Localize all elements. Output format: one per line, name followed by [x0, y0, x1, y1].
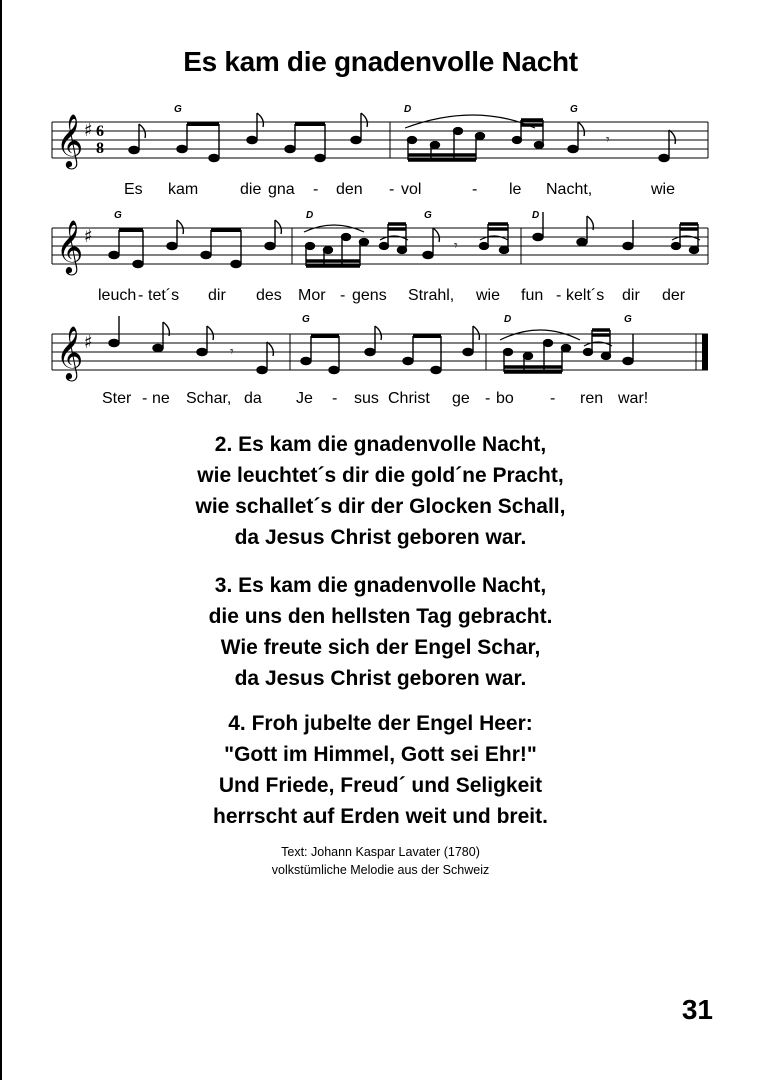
lyric-syllable: Mor [298, 287, 326, 304]
chord-symbol: D [404, 104, 412, 115]
svg-text:𝄾: 𝄾 [454, 237, 458, 253]
verse-line: wie schallet´s dir der Glocken Schall, [195, 495, 566, 518]
notes-system-2 [109, 212, 700, 268]
lyric-syllable: vol [401, 181, 422, 198]
lyric-syllable: - [138, 287, 144, 304]
credits [0, 843, 761, 879]
lyric-syllable: - [340, 287, 346, 304]
verse-line: die uns den hellsten Tag gebracht. [208, 605, 553, 628]
lyric-syllable: Strahl, [408, 287, 455, 304]
lyric-syllable: fun [521, 287, 544, 304]
verse-line: Wie freute sich der Engel Schar, [220, 636, 541, 659]
verse-line: "Gott im Himmel, Gott sei Ehr!" [224, 743, 537, 766]
lyric-syllable: dir [622, 287, 640, 304]
lyric-syllable: tet´s [148, 287, 180, 304]
lyric-syllable: ren [580, 390, 604, 407]
verse-2 [0, 429, 761, 553]
time-signature-bottom: 8 [96, 140, 104, 157]
treble-clef-icon: 𝄞 [56, 325, 84, 379]
treble-clef-icon: 𝄞 [56, 219, 84, 273]
lyric-syllable: ne [152, 390, 170, 407]
lyric-syllable: wie [651, 181, 676, 198]
verse-line: 2. Es kam die gnadenvolle Nacht, [214, 433, 547, 456]
lyric-syllable: gens [352, 287, 387, 304]
lyric-syllable: - [389, 181, 395, 198]
lyric-syllable: Es [124, 181, 143, 198]
lyric-syllable: - [472, 181, 478, 198]
lyric-syllable: ge [452, 390, 470, 407]
notes-system-3 [109, 316, 633, 374]
chord-symbol: G [424, 210, 432, 221]
svg-text:𝄾: 𝄾 [606, 131, 610, 147]
lyric-syllable: wie [476, 287, 501, 304]
lyric-syllable: sus [354, 390, 379, 407]
text-credit: Text: Johann Kaspar Lavater (1780) [281, 845, 480, 859]
lyric-syllable: - [313, 181, 319, 198]
verse-line: 4. Froh jubelte der Engel Heer: [228, 712, 533, 735]
lyric-syllable: Ster [102, 390, 132, 407]
time-signature-top: 6 [96, 123, 104, 140]
lyric-syllable: - [556, 287, 562, 304]
lyric-syllable: des [256, 287, 282, 304]
lyric-syllable: war! [618, 390, 649, 407]
treble-clef-icon: 𝄞 [56, 113, 84, 167]
lyric-syllable: - [550, 390, 556, 407]
lyric-syllable: da [244, 390, 262, 407]
lyric-syllable: Schar, [186, 390, 232, 407]
verse-line: herrscht auf Erden weit und breit. [213, 805, 548, 828]
lyric-syllable: Je [296, 390, 313, 407]
chord-symbol: G [624, 314, 632, 325]
verse-line: 3. Es kam die gnadenvolle Nacht, [214, 574, 547, 597]
lyric-syllable: gna [268, 181, 295, 198]
verse-3 [0, 570, 761, 694]
music-score [0, 0, 761, 420]
lyric-syllable: Nacht, [546, 181, 593, 198]
verse-line: da Jesus Christ geboren war. [234, 667, 527, 690]
chord-symbol: D [306, 210, 314, 221]
verse-line: Und Friede, Freud´ und Seligkeit [218, 774, 543, 797]
verse-4 [0, 708, 761, 832]
verse-line: da Jesus Christ geboren war. [234, 526, 527, 549]
lyric-syllable: den [336, 181, 363, 198]
svg-text:𝄾: 𝄾 [230, 343, 234, 359]
notes-system-1 [129, 113, 675, 162]
lyric-syllable: Christ [388, 390, 430, 407]
lyric-syllable: kam [168, 181, 199, 198]
chord-symbol: G [302, 314, 310, 325]
lyric-syllable: die [240, 181, 262, 198]
sharp-icon: ♯ [84, 226, 93, 247]
staff-system-2 [52, 210, 708, 304]
chord-symbol: G [114, 210, 122, 221]
chord-symbol: D [504, 314, 512, 325]
staff-system-3 [52, 314, 708, 407]
chord-symbol: D [532, 210, 540, 221]
lyric-syllable: kelt´s [566, 287, 605, 304]
verse-line: wie leuchtet´s dir die gold´ne Pracht, [197, 464, 564, 487]
sharp-icon: ♯ [84, 120, 93, 141]
lyric-syllable: - [485, 390, 491, 407]
sharp-icon: ♯ [84, 332, 93, 353]
song-title: Es kam die gnadenvolle Nacht [183, 46, 578, 77]
page-number: 31 [681, 994, 713, 1025]
lyric-syllable: - [142, 390, 148, 407]
lyric-syllable: - [332, 390, 338, 407]
melody-credit: volkstümliche Melodie aus der Schweiz [271, 863, 490, 877]
chord-symbol: G [570, 104, 578, 115]
lyric-syllable: leuch [98, 287, 137, 304]
lyric-syllable: bo [496, 390, 514, 407]
chord-symbol: G [174, 104, 182, 115]
staff-system-1 [52, 104, 708, 198]
lyric-syllable: le [509, 181, 522, 198]
lyric-syllable: der [662, 287, 686, 304]
lyric-syllable: dir [208, 287, 226, 304]
final-barline [702, 334, 708, 370]
